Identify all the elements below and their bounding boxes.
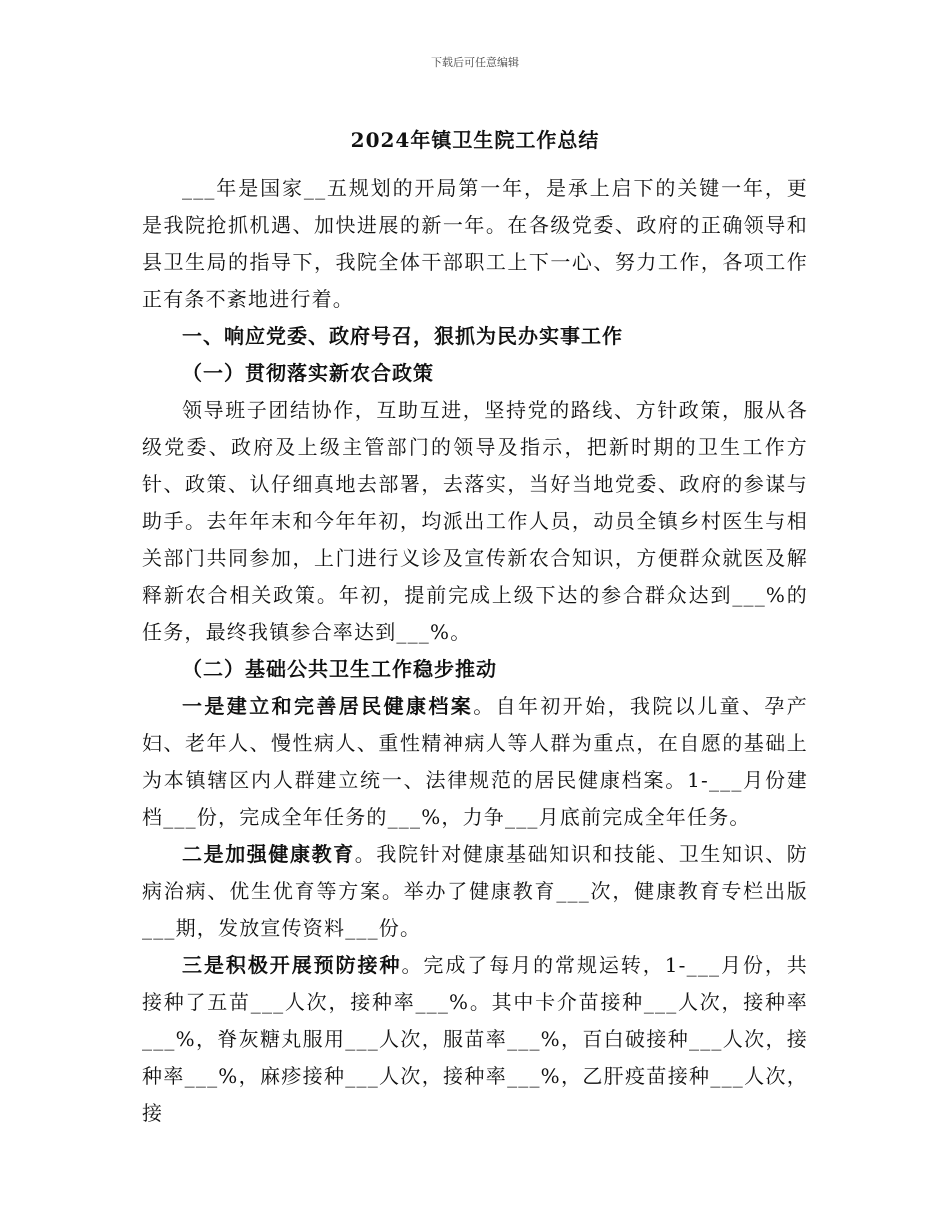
item-text-3: 。完成了每月的常规运转，1-___月份，共接种了五苗___人次，接种率___%。其中卡介苗接种___人次，接种率___%，脊灰糖丸服用___人次，服苗率___%，百白破接种___人次，接种率___%，麻疹接种___人次，接种率___%，乙肝疫苗接种___人次，接	[142, 953, 809, 1125]
item-paragraph-1	[142, 688, 808, 836]
document-body	[142, 170, 808, 1132]
header-note: 下载后可任意编辑	[431, 56, 519, 69]
item-lead-3: 三是积极开展预防接种	[182, 953, 402, 977]
section-heading-1: 一、响应党委、政府号召，狠抓为民办实事工作	[182, 324, 623, 348]
item-paragraph-3	[142, 947, 808, 1132]
item-lead-1: 一是建立和完善居民健康档案	[182, 694, 474, 718]
item-lead-2: 二是加强健康教育	[182, 842, 355, 866]
subsection-heading-2: （二）基础公共卫生工作稳步推动	[182, 657, 497, 681]
document-title: 2024年镇卫生院工作总结	[350, 128, 600, 152]
intro-paragraph: ___年是国家__五规划的开局第一年，是承上启下的关键一年，更是我院抢抓机遇、加快进展的新一年。在各级党委、政府的正确领导和县卫生局的指导下，我院全体干部职工上下一心、努力工作，各项工作正有条不紊地进行着。	[142, 176, 808, 311]
subsection-heading-1: （一）贯彻落实新农合政策	[182, 361, 434, 385]
subsection-paragraph-1: 领导班子团结协作，互助互进，坚持党的路线、方针政策，服从各级党委、政府及上级主管部门的领导及指示，把新时期的卫生工作方针、政策、认仔细真地去部署，去落实，当好当地党委、政府的参谋与助手。去年年末和今年年初，均派出工作人员，动员全镇乡村医生与相关部门共同参加，上门进行义诊及宣传新农合知识，方便群众就医及解释新农合相关政策。年初，提前完成上级下达的参合群众达到___%的任务，最终我镇参合率达到___%。	[142, 398, 808, 644]
item-text-2: 。我院针对健康基础知识和技能、卫生知识、防病治病、优生优育等方案。举办了健康教育___次，健康教育专栏出版___期，发放宣传资料___份。	[142, 842, 808, 940]
item-paragraph-2	[142, 836, 808, 947]
item-text-1: 。自年初开始，我院以儿童、孕产妇、老年人、慢性病人、重性精神病人等人群为重点，在自愿的基础上为本镇辖区内人群建立统一、法律规范的居民健康档案。1-___月份建档___份，完成全年任务的___%，力争___月底前完成全年任务。	[142, 694, 808, 829]
